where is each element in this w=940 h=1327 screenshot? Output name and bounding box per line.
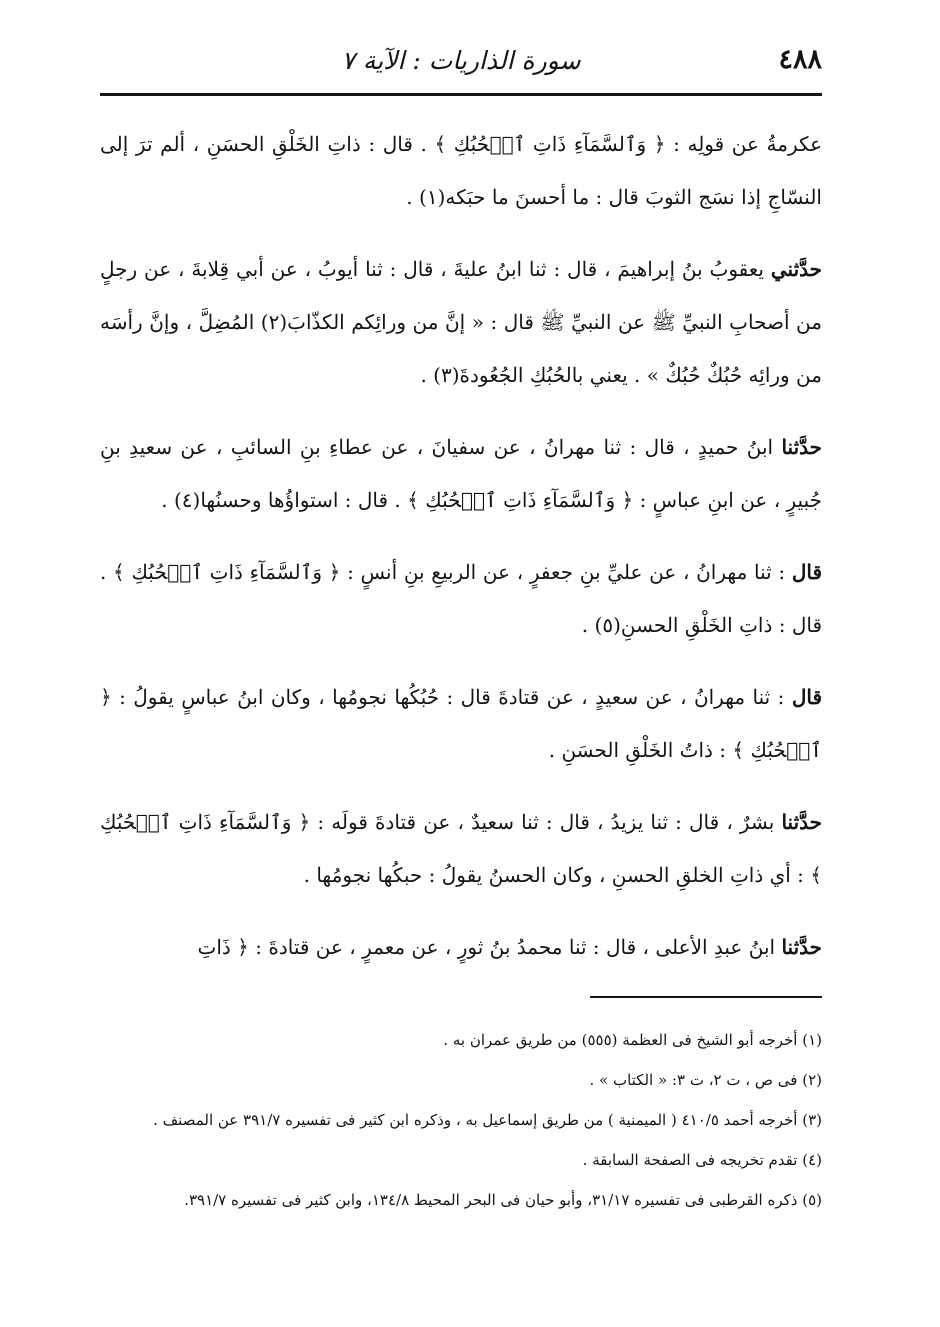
paragraph-lead: حدَّثنا (781, 810, 823, 834)
paragraph-text: بشرٌ ، قال : ثنا يزيدُ ، قال : ثنا سعيدٌ ، عن قتادةَ قولَه : ﴿ وَٱلسَّمَآءِ ذَاتِ ٱلۡحُبُكِ ﴾ : أي ذاتِ الخلقِ الحسنِ ، وكان الحسنُ يقولُ : حبكُها نجومُها . (100, 810, 822, 887)
main-text (100, 118, 822, 993)
paragraph-text: يعقوبُ بنُ إبراهيمَ ، قال : ثنا ابنُ عليةَ ، قال : ثنا أيوبُ ، عن أبي قِلابةَ ، عن رجلٍ من أصحابِ النبيِّ ﷺ عن النبيِّ ﷺ قال : « إنَّ من ورائِكم الكذّابَ(٢) المُضِلَّ ، وإنَّ رأسَه من ورائِه حُبُكٌ حُبُكٌ » . يعني بالحُبُكِ الجُعُودةَ(٣) . (100, 257, 822, 387)
paragraph-lead: حدَّثنا (781, 935, 822, 959)
footnote-5: (٥) ذكره القرطبى فى تفسيره ٣١/١٧، وأبو حيان فى البحر المحيط ١٣٤/٨، وابن كثير فى تفسيره ٣٩١/٧. (184, 1191, 822, 1209)
header-rule (100, 93, 822, 96)
paragraph-lead: قال (791, 560, 823, 584)
footnote-4: (٤) تقدم تخريجه فى الصفحة السابقة . (582, 1151, 822, 1169)
page-number: ٤٨٨ (778, 44, 822, 75)
paragraph-text: : ثنا مهرانُ ، عن سعيدٍ ، عن قتادةَ قال : حُبُكُها نجومُها ، وكان ابنُ عباسٍ يقولُ : ﴿ ٱلۡحُبُكِ ﴾ : ذاتُ الخَلْقِ الحسَنِ . (100, 685, 822, 762)
paragraph-4 (100, 546, 822, 652)
paragraph-lead: حدَّثني (770, 257, 822, 281)
footnote-2: (٢) فى ص ، ت ٢، ت ٣: « الكتاب » . (589, 1071, 822, 1089)
paragraph-3 (100, 421, 822, 527)
paragraph-text: ابنُ حميدٍ ، قال : ثنا مهرانُ ، عن سفيانَ ، عن عطاءِ بنِ السائبِ ، عن سعيدِ بنِ جُبيرٍ ، عن ابنِ عباسٍ : ﴿ وَٱلسَّمَآءِ ذَاتِ ٱلۡحُبُكِ ﴾ . قال : استواؤُها وحسنُها(٤) . (100, 435, 822, 512)
paragraph-2 (100, 243, 822, 402)
paragraph-1 (100, 118, 822, 224)
paragraph-5 (100, 671, 822, 777)
footnote-1: (١) أخرجه أبو الشيخ فى العظمة (٥٥٥) من طريق عمران به . (443, 1031, 822, 1049)
running-title: سورة الذاريات : الآية ٧ (341, 46, 581, 75)
paragraph-text: : ثنا مهرانُ ، عن عليِّ بنِ جعفرٍ ، عن الربيعِ بنِ أنسٍ : ﴿ وَٱلسَّمَآءِ ذَاتِ ٱلۡحُبُكِ ﴾ . قال : ذاتِ الخَلْقِ الحسنِ(٥) . (100, 560, 822, 637)
paragraph-lead: قال (791, 685, 823, 709)
footnotes (100, 1022, 822, 1222)
page-header (100, 38, 822, 88)
paragraph-text: ابنُ عبدِ الأعلى ، قال : ثنا محمدُ بنُ ثورٍ ، عن معمرٍ ، عن قتادةَ : ﴿ ذَاتِ (197, 935, 776, 959)
paragraph-6 (100, 796, 822, 902)
paragraph-text: عكرمةُ عن قولِه : ﴿ وَٱلسَّمَآءِ ذَاتِ ٱلۡحُبُكِ ﴾ . قال : ذاتِ الخَلْقِ الحسَنِ ، ألم ترَ إلى النسّاجِ إذا نسَج الثوبَ قال : ما أحسنَ ما حبَكه(١) . (100, 132, 822, 209)
footnote-separator (590, 996, 822, 998)
paragraph-7 (100, 921, 822, 974)
footnote-3: (٣) أخرجه أحمد ٤١٠/٥ ( الميمنية ) من طريق إسماعيل به ، وذكره ابن كثير فى تفسيره ٣٩١/٧ عن المصنف . (153, 1111, 822, 1129)
paragraph-lead: حدَّثنا (781, 435, 822, 459)
